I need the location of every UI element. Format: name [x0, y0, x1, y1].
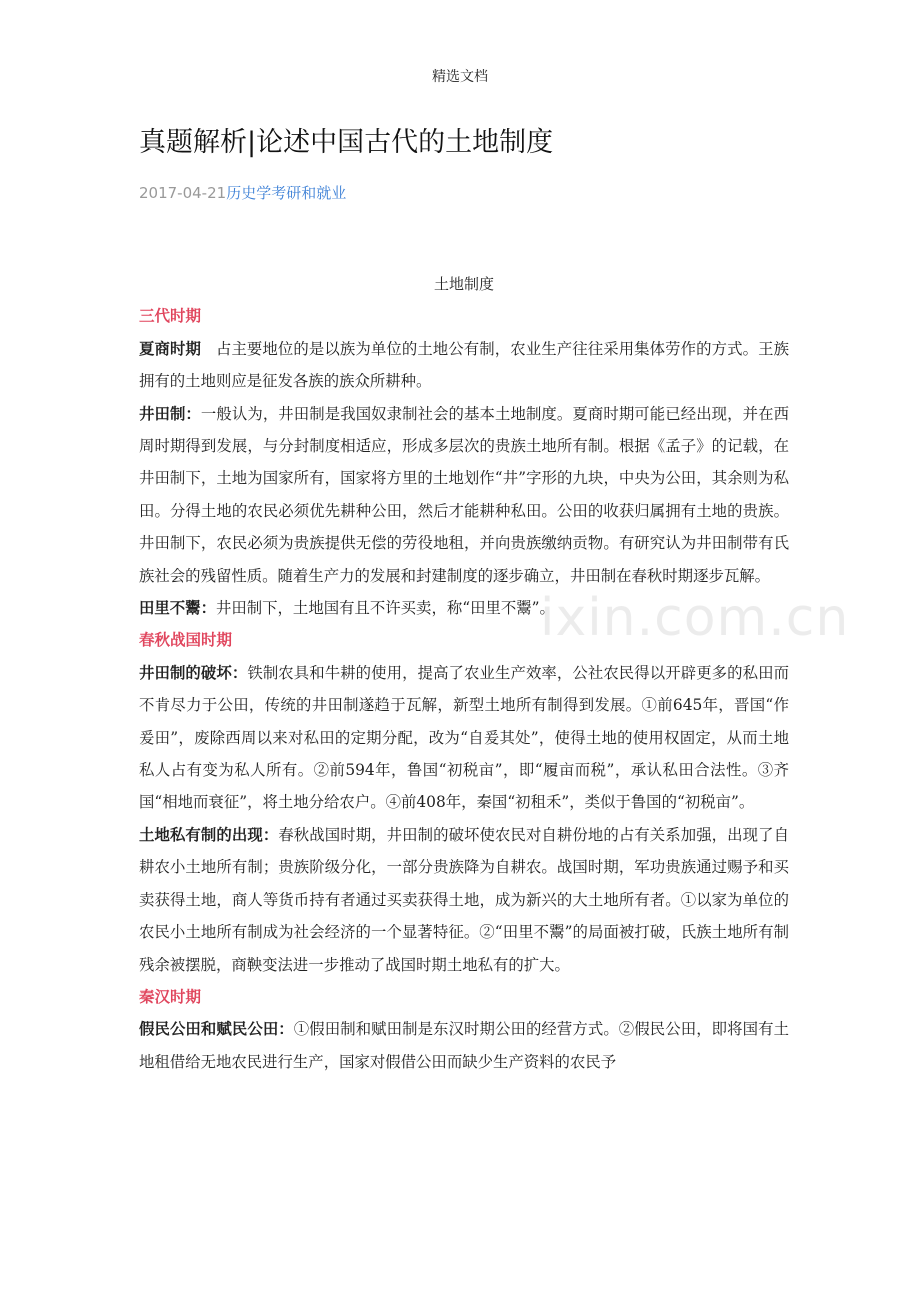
section-subtitle: 土地制度: [433, 275, 494, 293]
publish-date: 2017-04-21: [139, 184, 227, 202]
term: 夏商时期: [139, 339, 201, 358]
section-heading: 春秋战国时期: [139, 631, 233, 650]
term: 井田制：: [139, 404, 201, 423]
header-label: 精选文档: [432, 69, 488, 85]
term: 井田制的破坏：: [139, 663, 248, 682]
paragraph-text: 一般认为，井田制是我国奴隶制社会的基本土地制度。夏商时期可能已经出现，并在西周时期得到发展，与分封制度相适应，形成多层次的贵族土地所有制。根据《孟子》的记载，在井田制下，土地为国家所有，国家将方里的土地划作“井”字形的九块，中央为公田，其余则为私田。分得土地的农民必须优先耕种公田，然后才能耕种私田。公田的收获归属拥有土地的贵族。井田制下，农民必须为贵族提供无偿的劳役地租，并向贵族缴纳贡物。有研究认为井田制带有氏族社会的残留性质。随着生产力的发展和封建制度的逐步确立，井田制在春秋时期逐步瓦解。: [139, 404, 789, 585]
paragraph: [139, 1013, 789, 1078]
term: 田里不鬻：: [139, 599, 216, 618]
paragraph-text: ①假田制和赋田制是东汉时期公田的经营方式。②假民公田，即将国有土地租借给无地农民进行生产，国家对假借公田而缺少生产资料的农民予: [139, 1020, 789, 1071]
paragraph-text: 春秋战国时期，井田制的破坏使农民对自耕份地的占有关系加强，出现了自耕农小土地所有制；贵族阶级分化，一部分贵族降为自耕农。战国时期，军功贵族通过赐予和买卖获得土地，商人等货币持有者通过买卖获得土地，成为新兴的大土地所有者。①以家为单位的农民小土地所有制成为社会经济的一个显著特征。②“田里不鬻”的局面被打破，氏族土地所有制残余被摆脱，商鞅变法进一步推动了战国时期土地私有的扩大。: [139, 825, 789, 974]
article-meta: [139, 182, 346, 203]
article-title: 真题解析|论述中国古代的土地制度: [139, 127, 554, 158]
paragraph: [139, 333, 789, 398]
article-body: [139, 268, 789, 1078]
paragraph: [139, 398, 789, 592]
section-heading: 三代时期: [139, 307, 202, 326]
paragraph: [139, 592, 789, 624]
section-sandai: [139, 300, 789, 624]
paragraph-text: 铁制农具和牛耕的使用，提高了农业生产效率，公社农民得以开辟更多的私田而不肯尽力于公田，传统的井田制遂趋于瓦解，新型土地所有制得到发展。①前645年，晋国“作爰田”，废除西周以来对私田的定期分配，改为“自爰其处”，使得土地的使用权固定，从而土地私人占有变为私人所有。②前594年，鲁国“初税亩”，即“履亩而税”，承认私田合法性。③齐国“相地而衰征”，将土地分给农户。④前408年，秦国“初租禾”，类似于鲁国的“初税亩”。: [139, 663, 789, 812]
paragraph: [139, 657, 789, 819]
term: 土地私有制的出现：: [139, 825, 279, 844]
term: 假民公田和赋民公田：: [139, 1020, 294, 1039]
watermark: ixin.com.cn: [540, 588, 850, 648]
account-link[interactable]: 历史学考研和就业: [226, 184, 347, 202]
paragraph: [139, 819, 789, 981]
paragraph-text: 井田制下，土地国有且不许买卖，称“田里不鬻”。: [215, 599, 555, 618]
section-heading: 秦汉时期: [139, 987, 202, 1006]
section-chunqiu: [139, 624, 789, 980]
section-qinhan: [139, 981, 789, 1078]
paragraph-text: 占主要地位的是以族为单位的土地公有制，农业生产往往采用集体劳作的方式。王族拥有的土地则应是征发各族的族众所耕种。: [139, 339, 789, 391]
